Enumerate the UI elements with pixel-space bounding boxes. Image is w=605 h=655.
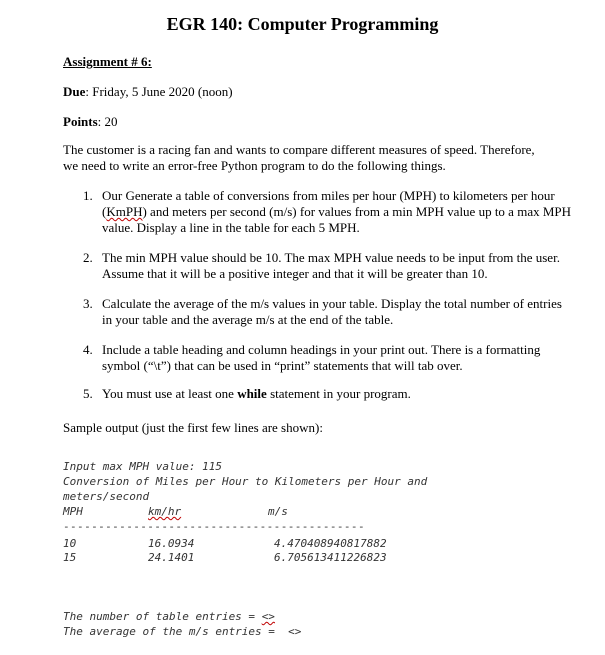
task-text-part: ) and meters per second (m/s) for values from a min MPH value up to a max MPH value. Display a line in the table for each 5 MPH. [102, 204, 572, 235]
row-1-mph: 10 [63, 537, 77, 550]
task-text-part: Our Generate a table of conversions from miles per hour (MPH) to kilometers per hour ( [102, 188, 555, 219]
task-text: The min MPH value should be 10. The max MPH value needs to be input from the user. Assume that it will be a positive integer and that it will be greater than 10. [102, 250, 560, 281]
row-1-ms: 4.470408940817882 [274, 537, 387, 550]
points-label: Points [63, 114, 98, 129]
task-text [102, 386, 572, 402]
output-input-line: Input max MPH value: 115 [63, 460, 222, 473]
task-text: Include a table heading and column headings in your print out. There is a formatting symbol (“\t”) that can be used in “print” statements that will tab over. [102, 342, 541, 373]
points-value: : 20 [97, 114, 118, 129]
points-line [63, 114, 118, 130]
task-number: 2. [83, 250, 93, 265]
average-line [63, 625, 301, 638]
task-text [102, 188, 572, 236]
entries-value: <> [261, 610, 275, 623]
sample-label: Sample output (just the first few lines are shown): [63, 420, 323, 435]
task-text-part: statement in your program. [266, 386, 411, 401]
average-label: The average of the m/s entries = [63, 625, 275, 638]
task-number: 5. [83, 386, 93, 401]
entries-label: The number of table entries = [63, 610, 256, 623]
average-value: <> [288, 625, 302, 638]
row-2-ms: 6.705613411226823 [274, 551, 387, 564]
output-conversion-line-1: Conversion of Miles per Hour to Kilometers per Hour and [63, 475, 428, 488]
row-2-km: 24.1401 [148, 551, 195, 564]
header-ms: m/s [268, 505, 288, 518]
task-number: 4. [83, 342, 93, 357]
task-text: Calculate the average of the m/s values in your table. Display the total number of entries in your table and the average m/s at the end of the table. [102, 296, 562, 327]
task-number: 1. [83, 188, 93, 203]
row-2-mph: 15 [63, 551, 77, 564]
header-km: km/hr [148, 505, 182, 518]
kmph-misspelled: KmPH [106, 204, 143, 219]
task-text-part: You must use at least one [102, 386, 238, 401]
due-label: Due [63, 84, 86, 99]
due-line [63, 84, 233, 100]
due-value: : Friday, 5 June 2020 (noon) [85, 84, 233, 99]
task-number: 3. [83, 296, 93, 311]
while-keyword: while [237, 386, 267, 401]
intro-paragraph: The customer is a racing fan and wants to compare different measures of speed. Therefore, we need to write an error-free Python program to do the following things. [63, 142, 535, 173]
page-title: EGR 140: Computer Programming [166, 14, 439, 34]
output-divider: ------------------------------------------- [63, 520, 365, 533]
header-mph: MPH [63, 505, 83, 518]
output-conversion-line-2: meters/second [63, 490, 150, 503]
entries-line [63, 610, 275, 623]
row-1-km: 16.0934 [148, 537, 195, 550]
assignment-heading: Assignment # 6: [63, 54, 152, 69]
